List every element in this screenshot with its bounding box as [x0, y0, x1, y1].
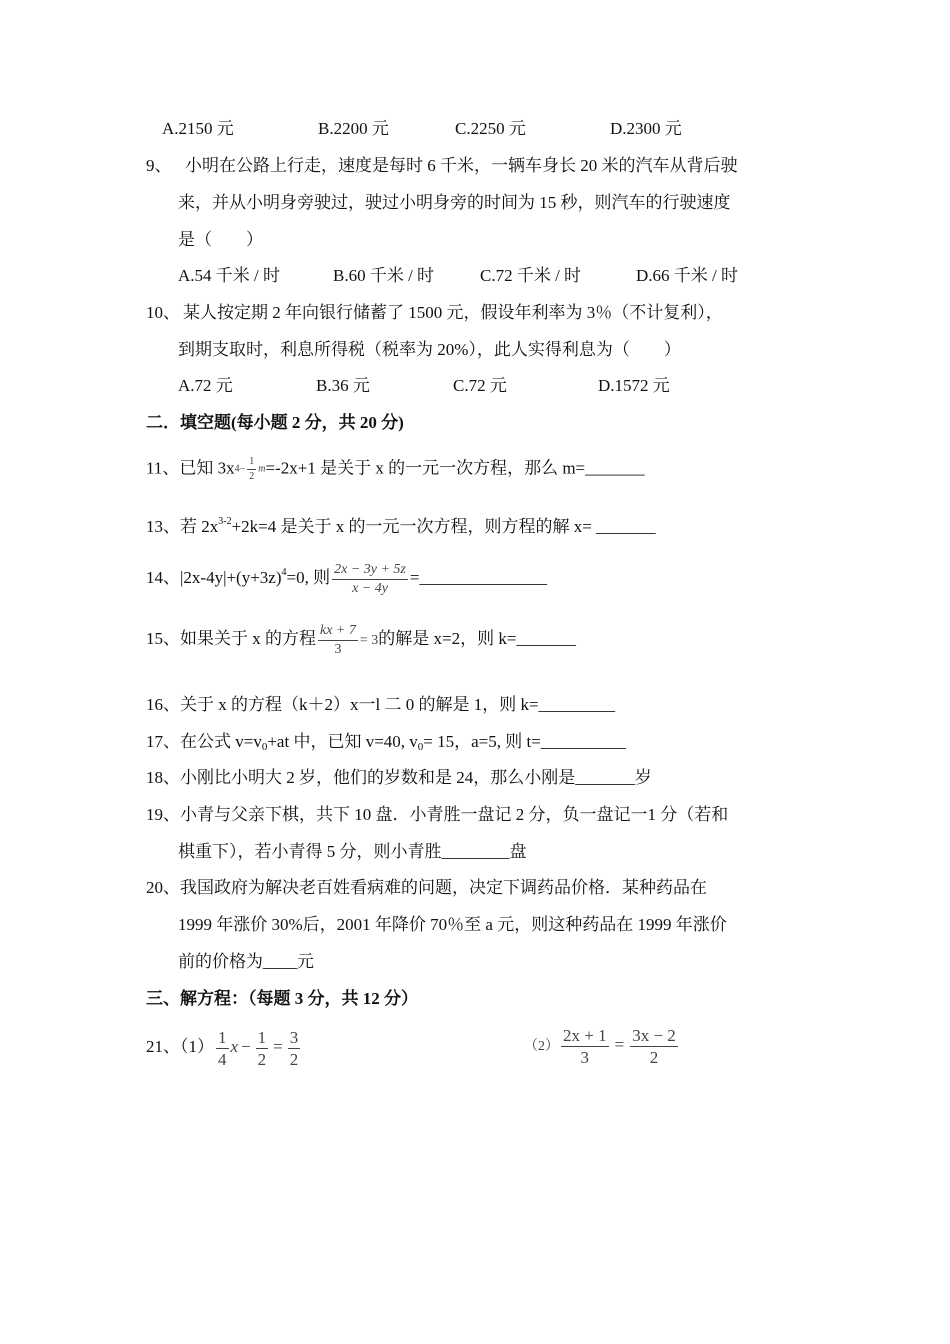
q21-p1-f3-den: 2: [289, 1049, 299, 1069]
question-21-part-1: [146, 1025, 302, 1069]
q9-line-2: 来，并从小明身旁驶过，驶过小明身旁的时间为 15 秒，则汽车的行驶速度: [178, 193, 731, 212]
q21-part2-label: （2）: [524, 1039, 559, 1054]
q21-p2-fraction-1: [561, 1027, 609, 1066]
q10-number: 10、: [146, 303, 180, 322]
q8-option-c: C.2250 元: [455, 119, 526, 138]
q20-line-3: 前的价格为____元: [178, 952, 314, 971]
q9-number: 9、: [146, 156, 172, 175]
q8-option-a: A.2150 元: [162, 119, 234, 138]
q14-prefix: 14、|2x-4y|+(y+3z): [146, 568, 282, 587]
q21-p2-fraction-2: [630, 1027, 678, 1066]
q10-line-2: 到期支取时，利息所得税（税率为 20%），此人实得利息为（ ）: [178, 340, 681, 359]
q21-p1-fraction-3: [288, 1029, 301, 1068]
q21-part1-label: （1）: [180, 1037, 214, 1056]
section-3-title: 三、解方程：（每题 3 分，共 12 分）: [146, 989, 418, 1008]
question-14: [146, 553, 547, 598]
q13-prefix: 13、若 2x: [146, 517, 219, 536]
q11-exp-4: 4: [234, 463, 240, 475]
question-18: 18、小刚比小明大 2 岁，他们的岁数和是 24，那么小刚是_______岁: [146, 768, 652, 787]
q15-fraction-den: 3: [334, 641, 342, 657]
q21-p1-f3-num: 3: [289, 1027, 299, 1047]
q10-line-1: 某人按定期 2 年向银行储蓄了 1500 元，假设年利率为 3％（不计复利），: [183, 303, 723, 322]
q11-exp-den: 2: [249, 471, 255, 482]
q11-prefix: 11、已知 3x: [146, 458, 235, 478]
q21-p1-f1-num: 1: [218, 1027, 227, 1047]
q21-p1-fraction-2: [256, 1029, 269, 1068]
question-21-part-2: [524, 1023, 680, 1069]
question-17: [146, 731, 626, 758]
q17-subscript-2: 0: [417, 741, 424, 753]
q11-exp-num: 1: [247, 457, 256, 470]
q21-p1-f2-den: 2: [257, 1049, 267, 1069]
q14-fraction-num: 2x − 3y + 5z: [332, 563, 408, 580]
q21-p1-x: x: [230, 1037, 239, 1056]
q21-number: 21、: [146, 1037, 180, 1056]
q21-p2-f2-den: 2: [649, 1047, 659, 1067]
question-13: [146, 511, 656, 538]
q17-suffix: = 15，a=5, 则 t=__________: [423, 732, 626, 751]
q14-mid: =0, 则: [286, 568, 331, 587]
q13-exponent: 3-2: [218, 516, 232, 527]
question-16: 16、关于 x 的方程（k＋2）x一l 二 0 的解是 1，则 k=_________: [146, 695, 616, 714]
q19-line-1: 19、小青与父亲下棋，共下 10 盘．小青胜一盘记 2 分，负一盘记一1 分（若和: [146, 805, 729, 824]
question-11: [146, 457, 645, 482]
q10-option-d: D.1572 元: [598, 376, 670, 395]
q21-p1-fraction-1: [216, 1029, 229, 1068]
q21-p1-equals: =: [273, 1037, 283, 1056]
q11-exp-minus: −: [239, 463, 246, 475]
q9-line-3: 是（ ）: [178, 230, 263, 249]
q10-option-b: B.36 元: [316, 376, 370, 395]
q13-suffix: +2k=4 是关于 x 的一元一次方程，则方程的解 x= _______: [231, 517, 656, 536]
q17-prefix: 17、在公式 v=v: [146, 732, 262, 751]
q11-exp-m: m: [258, 463, 266, 475]
q20-line-1: 20、我国政府为解决老百姓看病难的问题，决定下调药品价格．某种药品在: [146, 878, 707, 897]
q14-suffix: =_______________: [409, 568, 547, 587]
q15-fraction: [318, 624, 358, 657]
q15-suffix: 的解是 x=2，则 k=_______: [378, 629, 576, 648]
q21-p2-f1-num: 2x + 1: [563, 1025, 607, 1045]
section-2-title: 二．填空题(每小题 2 分，共 20 分): [146, 413, 404, 432]
q20-line-2: 1999 年涨价 30%后，2001 年降价 70％至 a 元，则这种药品在 1999 年涨价: [178, 915, 727, 934]
q21-p2-f1-den: 3: [580, 1047, 590, 1067]
q11-suffix: =-2x+1 是关于 x 的一元一次方程，那么 m=_______: [265, 458, 645, 478]
q17-mid: +at 中，已知 v=40, v: [267, 732, 418, 751]
q9-line-1: 小明在公路上行走，速度是每时 6 千米，一辆车身长 20 米的汽车从背后驶: [185, 156, 738, 175]
q10-option-a: A.72 元: [178, 376, 233, 395]
q8-option-d: D.2300 元: [610, 119, 682, 138]
q14-exponent: 4: [281, 567, 287, 578]
q8-option-b: B.2200 元: [318, 119, 389, 138]
q9-option-d: D.66 千米 / 时: [636, 266, 738, 285]
q10-option-c: C.72 元: [453, 376, 507, 395]
q9-option-c: C.72 千米 / 时: [480, 266, 582, 285]
q15-equals: = 3: [359, 633, 379, 648]
q21-p1-minus: −: [241, 1037, 251, 1056]
q21-p1-f2-num: 1: [257, 1027, 267, 1047]
q9-option-a: A.54 千米 / 时: [178, 266, 280, 285]
question-15: [146, 617, 576, 663]
q21-p2-f2-num: 3x − 2: [632, 1025, 676, 1045]
q14-fraction-den: x − 4y: [352, 580, 388, 596]
q11-exp-fraction: [247, 457, 256, 482]
q19-line-2: 棋重下），若小青得 5 分，则小青胜________盘: [178, 842, 527, 861]
q21-p1-f1-den: 4: [218, 1049, 227, 1069]
q15-prefix: 15、如果关于 x 的方程: [146, 629, 316, 648]
q21-p2-equals: =: [614, 1035, 625, 1054]
q14-fraction: [332, 563, 408, 596]
q17-subscript-1: 0: [261, 741, 268, 753]
q9-option-b: B.60 千米 / 时: [333, 266, 435, 285]
q15-fraction-num: kx + 7: [318, 624, 358, 641]
